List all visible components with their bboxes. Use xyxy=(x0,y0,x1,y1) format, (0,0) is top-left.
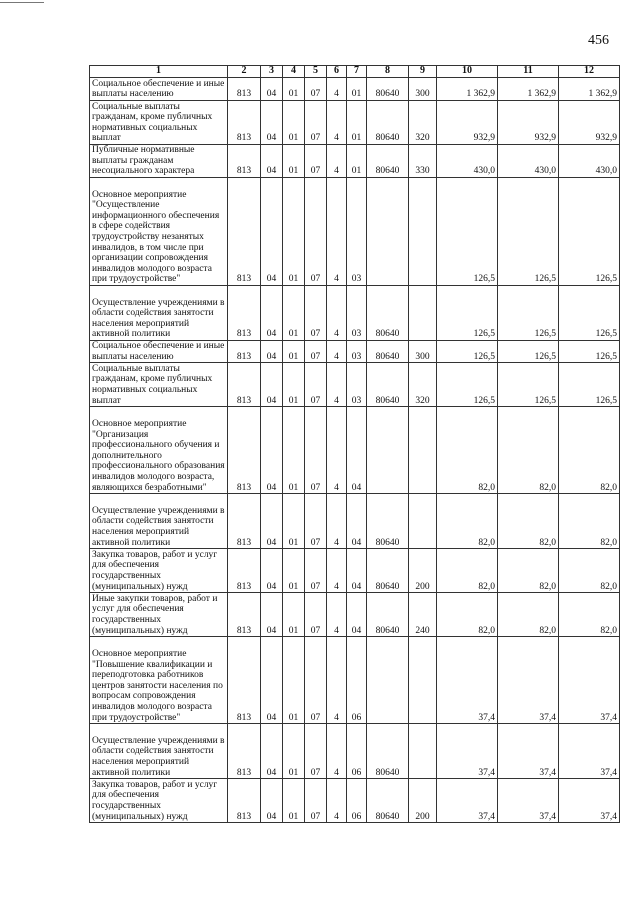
subsection-code-cell: 01 xyxy=(283,178,305,286)
section-code-cell: 04 xyxy=(261,145,283,178)
column-header-9: 9 xyxy=(409,66,437,78)
ministry-code-cell: 813 xyxy=(228,101,261,145)
amount-year-2-cell: 82,0 xyxy=(498,494,559,549)
program-code-cell: 07 xyxy=(305,286,327,341)
ministry-code-cell: 813 xyxy=(228,407,261,494)
section-code-cell: 04 xyxy=(261,407,283,494)
amount-year-1-cell: 37,4 xyxy=(437,779,498,823)
expense-type-code-cell: 200 xyxy=(409,549,437,593)
subprogram-code-cell: 4 xyxy=(327,363,347,407)
expense-type-code-cell xyxy=(409,178,437,286)
amount-year-2-cell: 82,0 xyxy=(498,407,559,494)
page-number: 456 xyxy=(588,33,609,48)
subsection-code-cell: 01 xyxy=(283,101,305,145)
column-header-3: 3 xyxy=(261,66,283,78)
amount-year-1-cell: 932,9 xyxy=(437,101,498,145)
subprogram-code-cell: 4 xyxy=(327,341,347,363)
amount-year-3-cell: 932,9 xyxy=(559,101,620,145)
direction-code-cell: 80640 xyxy=(367,494,409,549)
subsection-code-cell: 01 xyxy=(283,286,305,341)
amount-year-3-cell: 82,0 xyxy=(559,593,620,637)
amount-year-1-cell: 82,0 xyxy=(437,549,498,593)
subsection-code-cell: 01 xyxy=(283,341,305,363)
row-name-cell: Осуществление учреждениями в области содействия занятости населения мероприятий активной политики xyxy=(90,724,228,779)
program-code-cell: 07 xyxy=(305,407,327,494)
ministry-code-cell: 813 xyxy=(228,779,261,823)
event-code-cell: 03 xyxy=(347,341,367,363)
expense-type-code-cell: 300 xyxy=(409,341,437,363)
event-code-cell: 03 xyxy=(347,363,367,407)
amount-year-2-cell: 82,0 xyxy=(498,549,559,593)
amount-year-2-cell: 1 362,9 xyxy=(498,78,559,101)
budget-table xyxy=(89,65,620,823)
amount-year-1-cell: 82,0 xyxy=(437,494,498,549)
subsection-code-cell: 01 xyxy=(283,78,305,101)
program-code-cell: 07 xyxy=(305,779,327,823)
direction-code-cell: 80640 xyxy=(367,724,409,779)
subprogram-code-cell: 4 xyxy=(327,779,347,823)
subprogram-code-cell: 4 xyxy=(327,593,347,637)
row-name-cell: Основное мероприятие "Повышение квалификации и переподготовка работников центров занятости населения по вопросам сопровождения инвалидов молодого возраста при трудоустройстве" xyxy=(90,637,228,724)
column-header-10: 10 xyxy=(437,66,498,78)
expense-type-code-cell: 330 xyxy=(409,145,437,178)
expense-type-code-cell xyxy=(409,494,437,549)
row-name-cell: Социальные выплаты гражданам, кроме публичных нормативных социальных выплат xyxy=(90,363,228,407)
table-row xyxy=(90,494,620,549)
subprogram-code-cell: 4 xyxy=(327,724,347,779)
row-name-cell: Иные закупки товаров, работ и услуг для обеспечения государственных (муниципальных) нужд xyxy=(90,593,228,637)
program-code-cell: 07 xyxy=(305,341,327,363)
section-code-cell: 04 xyxy=(261,779,283,823)
program-code-cell: 07 xyxy=(305,178,327,286)
section-code-cell: 04 xyxy=(261,549,283,593)
amount-year-1-cell: 126,5 xyxy=(437,341,498,363)
amount-year-2-cell: 126,5 xyxy=(498,178,559,286)
row-name-cell: Социальное обеспечение и иные выплаты населению xyxy=(90,78,228,101)
section-code-cell: 04 xyxy=(261,363,283,407)
expense-type-code-cell xyxy=(409,724,437,779)
section-code-cell: 04 xyxy=(261,78,283,101)
subsection-code-cell: 01 xyxy=(283,724,305,779)
subprogram-code-cell: 4 xyxy=(327,78,347,101)
ministry-code-cell: 813 xyxy=(228,593,261,637)
direction-code-cell: 80640 xyxy=(367,78,409,101)
section-code-cell: 04 xyxy=(261,593,283,637)
direction-code-cell: 80640 xyxy=(367,549,409,593)
expense-type-code-cell: 320 xyxy=(409,363,437,407)
table-row xyxy=(90,779,620,823)
event-code-cell: 06 xyxy=(347,724,367,779)
subprogram-code-cell: 4 xyxy=(327,178,347,286)
program-code-cell: 07 xyxy=(305,593,327,637)
expense-type-code-cell xyxy=(409,637,437,724)
program-code-cell: 07 xyxy=(305,549,327,593)
program-code-cell: 07 xyxy=(305,78,327,101)
amount-year-3-cell: 1 362,9 xyxy=(559,78,620,101)
program-code-cell: 07 xyxy=(305,101,327,145)
table-header-row xyxy=(90,66,620,78)
table-row xyxy=(90,593,620,637)
event-code-cell: 01 xyxy=(347,78,367,101)
ministry-code-cell: 813 xyxy=(228,549,261,593)
corner-scan-mark xyxy=(0,2,44,3)
direction-code-cell xyxy=(367,407,409,494)
column-header-6: 6 xyxy=(327,66,347,78)
column-header-5: 5 xyxy=(305,66,327,78)
subsection-code-cell: 01 xyxy=(283,779,305,823)
column-header-12: 12 xyxy=(559,66,620,78)
subsection-code-cell: 01 xyxy=(283,363,305,407)
amount-year-2-cell: 82,0 xyxy=(498,593,559,637)
ministry-code-cell: 813 xyxy=(228,494,261,549)
subprogram-code-cell: 4 xyxy=(327,637,347,724)
amount-year-1-cell: 1 362,9 xyxy=(437,78,498,101)
table-body xyxy=(90,78,620,823)
section-code-cell: 04 xyxy=(261,286,283,341)
amount-year-3-cell: 126,5 xyxy=(559,341,620,363)
subsection-code-cell: 01 xyxy=(283,145,305,178)
row-name-cell: Основное мероприятие "Организация профессионального обучения и дополнительного профессионального образования инвалидов молодого возраста, являющихся безработными" xyxy=(90,407,228,494)
row-name-cell: Социальное обеспечение и иные выплаты населению xyxy=(90,341,228,363)
subsection-code-cell: 01 xyxy=(283,549,305,593)
program-code-cell: 07 xyxy=(305,363,327,407)
amount-year-2-cell: 37,4 xyxy=(498,724,559,779)
direction-code-cell xyxy=(367,637,409,724)
column-header-2: 2 xyxy=(228,66,261,78)
event-code-cell: 04 xyxy=(347,593,367,637)
amount-year-1-cell: 37,4 xyxy=(437,724,498,779)
table-row xyxy=(90,145,620,178)
amount-year-3-cell: 82,0 xyxy=(559,549,620,593)
subprogram-code-cell: 4 xyxy=(327,286,347,341)
event-code-cell: 04 xyxy=(347,407,367,494)
amount-year-3-cell: 82,0 xyxy=(559,494,620,549)
direction-code-cell xyxy=(367,178,409,286)
event-code-cell: 03 xyxy=(347,286,367,341)
amount-year-2-cell: 126,5 xyxy=(498,286,559,341)
subprogram-code-cell: 4 xyxy=(327,407,347,494)
table-row xyxy=(90,637,620,724)
ministry-code-cell: 813 xyxy=(228,178,261,286)
section-code-cell: 04 xyxy=(261,637,283,724)
subsection-code-cell: 01 xyxy=(283,593,305,637)
subprogram-code-cell: 4 xyxy=(327,101,347,145)
column-header-1: 1 xyxy=(90,66,228,78)
event-code-cell: 06 xyxy=(347,637,367,724)
section-code-cell: 04 xyxy=(261,724,283,779)
row-name-cell: Осуществление учреждениями в области содействия занятости населения мероприятий активной политики xyxy=(90,494,228,549)
amount-year-2-cell: 37,4 xyxy=(498,637,559,724)
direction-code-cell: 80640 xyxy=(367,286,409,341)
table-row xyxy=(90,101,620,145)
amount-year-2-cell: 126,5 xyxy=(498,363,559,407)
event-code-cell: 03 xyxy=(347,178,367,286)
amount-year-2-cell: 37,4 xyxy=(498,779,559,823)
amount-year-3-cell: 126,5 xyxy=(559,286,620,341)
table-row xyxy=(90,178,620,286)
row-name-cell: Основное мероприятие "Осуществление информационного обеспечения в сфере содействия трудоустройству незанятых инвалидов, в том числе при организации сопровождения инвалидов молодого возраста при трудоустройстве" xyxy=(90,178,228,286)
section-code-cell: 04 xyxy=(261,178,283,286)
direction-code-cell: 80640 xyxy=(367,779,409,823)
ministry-code-cell: 813 xyxy=(228,724,261,779)
amount-year-1-cell: 126,5 xyxy=(437,363,498,407)
table-row xyxy=(90,363,620,407)
expense-type-code-cell: 320 xyxy=(409,101,437,145)
row-name-cell: Социальные выплаты гражданам, кроме публичных нормативных социальных выплат xyxy=(90,101,228,145)
program-code-cell: 07 xyxy=(305,145,327,178)
ministry-code-cell: 813 xyxy=(228,145,261,178)
table-row xyxy=(90,78,620,101)
row-name-cell: Осуществление учреждениями в области содействия занятости населения мероприятий активной политики xyxy=(90,286,228,341)
subsection-code-cell: 01 xyxy=(283,637,305,724)
table-row xyxy=(90,407,620,494)
column-header-7: 7 xyxy=(347,66,367,78)
subprogram-code-cell: 4 xyxy=(327,145,347,178)
direction-code-cell: 80640 xyxy=(367,145,409,178)
subprogram-code-cell: 4 xyxy=(327,494,347,549)
amount-year-1-cell: 82,0 xyxy=(437,593,498,637)
table-row xyxy=(90,724,620,779)
direction-code-cell: 80640 xyxy=(367,101,409,145)
amount-year-3-cell: 37,4 xyxy=(559,779,620,823)
expense-type-code-cell: 300 xyxy=(409,78,437,101)
row-name-cell: Закупка товаров, работ и услуг для обеспечения государственных (муниципальных) нужд xyxy=(90,779,228,823)
section-code-cell: 04 xyxy=(261,101,283,145)
ministry-code-cell: 813 xyxy=(228,363,261,407)
amount-year-3-cell: 126,5 xyxy=(559,363,620,407)
column-header-8: 8 xyxy=(367,66,409,78)
table-row xyxy=(90,341,620,363)
expense-type-code-cell xyxy=(409,407,437,494)
amount-year-1-cell: 126,5 xyxy=(437,286,498,341)
expense-type-code-cell xyxy=(409,286,437,341)
event-code-cell: 01 xyxy=(347,145,367,178)
row-name-cell: Публичные нормативные выплаты гражданам несоциального характера xyxy=(90,145,228,178)
direction-code-cell: 80640 xyxy=(367,593,409,637)
section-code-cell: 04 xyxy=(261,494,283,549)
amount-year-3-cell: 82,0 xyxy=(559,407,620,494)
table-row xyxy=(90,286,620,341)
program-code-cell: 07 xyxy=(305,724,327,779)
direction-code-cell: 80640 xyxy=(367,363,409,407)
event-code-cell: 06 xyxy=(347,779,367,823)
column-header-4: 4 xyxy=(283,66,305,78)
amount-year-1-cell: 37,4 xyxy=(437,637,498,724)
row-name-cell: Закупка товаров, работ и услуг для обеспечения государственных (муниципальных) нужд xyxy=(90,549,228,593)
amount-year-3-cell: 37,4 xyxy=(559,724,620,779)
event-code-cell: 04 xyxy=(347,494,367,549)
amount-year-2-cell: 126,5 xyxy=(498,341,559,363)
event-code-cell: 01 xyxy=(347,101,367,145)
table-row xyxy=(90,549,620,593)
expense-type-code-cell: 200 xyxy=(409,779,437,823)
amount-year-3-cell: 126,5 xyxy=(559,178,620,286)
subsection-code-cell: 01 xyxy=(283,494,305,549)
section-code-cell: 04 xyxy=(261,341,283,363)
program-code-cell: 07 xyxy=(305,494,327,549)
ministry-code-cell: 813 xyxy=(228,341,261,363)
amount-year-2-cell: 430,0 xyxy=(498,145,559,178)
subprogram-code-cell: 4 xyxy=(327,549,347,593)
program-code-cell: 07 xyxy=(305,637,327,724)
ministry-code-cell: 813 xyxy=(228,637,261,724)
direction-code-cell: 80640 xyxy=(367,341,409,363)
expense-type-code-cell: 240 xyxy=(409,593,437,637)
amount-year-1-cell: 82,0 xyxy=(437,407,498,494)
ministry-code-cell: 813 xyxy=(228,286,261,341)
column-header-11: 11 xyxy=(498,66,559,78)
amount-year-1-cell: 126,5 xyxy=(437,178,498,286)
subsection-code-cell: 01 xyxy=(283,407,305,494)
amount-year-3-cell: 430,0 xyxy=(559,145,620,178)
amount-year-1-cell: 430,0 xyxy=(437,145,498,178)
ministry-code-cell: 813 xyxy=(228,78,261,101)
event-code-cell: 04 xyxy=(347,549,367,593)
amount-year-3-cell: 37,4 xyxy=(559,637,620,724)
amount-year-2-cell: 932,9 xyxy=(498,101,559,145)
